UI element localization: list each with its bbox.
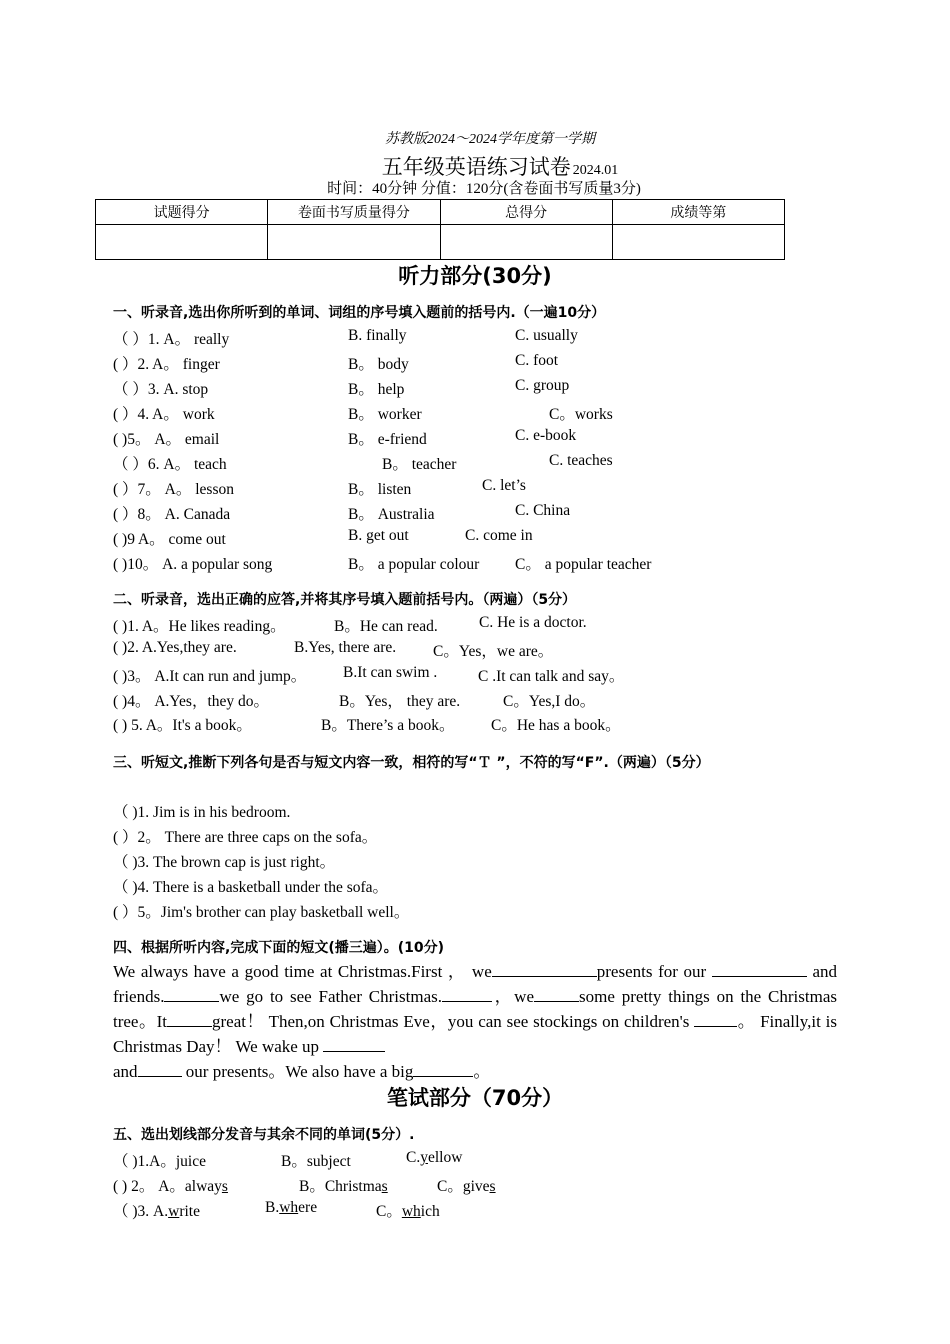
exam-title-text: 五年级英语练习试卷 [381, 155, 571, 179]
blank-line[interactable] [323, 1035, 385, 1052]
q1-item-b: B。 worker [348, 406, 422, 423]
blank-line[interactable] [164, 985, 219, 1002]
q1-item-c: C. China [515, 502, 571, 519]
q2-item-b: B。There’s a book。 [321, 717, 455, 734]
q2-item-b: B.It can swim . [343, 664, 438, 681]
q3-item: （ )4. There is a basketball under the sofa。 [113, 879, 389, 896]
blank-line[interactable] [534, 985, 579, 1002]
q1-item-b: B。 listen [348, 481, 412, 498]
q1-item-c: C。works [549, 406, 613, 423]
q5-item-b: B.where [265, 1199, 318, 1216]
question-4-title: 四、根据所听内容,完成下面的短文(播三遍）。(10分) [113, 940, 444, 956]
q5-item-c: C。gives [437, 1178, 496, 1195]
listening-section-title: 听力部分(30分) [398, 264, 552, 288]
passage-text: ，we [492, 987, 535, 1006]
score-header-cell: 卷面书写质量得分 [268, 200, 440, 225]
q1-item-a: ( )9 A。 come out [113, 531, 226, 548]
score-input-cell[interactable] [612, 225, 784, 260]
question-3-title: 三、听短文,推断下列各句是否与短文内容一致，相符的写“Ｔ ”，不符的写“F”.（两遍）（5分） [113, 755, 710, 771]
q1-item-b: B。 teacher [382, 456, 457, 473]
score-input-cell[interactable] [268, 225, 440, 260]
passage-text: our presents。We also have a big [185, 1062, 414, 1081]
passage-text: We always have a good time at Christmas.First ， we [113, 962, 492, 981]
q1-item-a: ( ）2. A。 finger [113, 356, 220, 373]
q1-item-c: C. teaches [549, 452, 613, 469]
passage-text: great！ Then,on Christmas Eve，you can see stockings on children's [211, 1012, 690, 1031]
q1-item-c: C. foot [515, 352, 559, 369]
blank-line[interactable] [712, 960, 807, 977]
q1-item-b: B. get out [348, 527, 409, 544]
passage-text: we go to see Father Christmas. [219, 987, 443, 1006]
q3-item: （ )3. The brown cap is just right。 [113, 854, 336, 871]
exam-info: 时间：40分钟 分值：120分(含卷面书写质量3分) [327, 181, 641, 197]
blank-line[interactable] [694, 1010, 737, 1027]
passage-text: and friends. [113, 962, 837, 1006]
q1-item-a: ( ）4. A。 work [113, 406, 215, 423]
q5-item-b: B。Christmas [299, 1178, 388, 1195]
q1-item-c: C. group [515, 377, 570, 394]
q1-item-c: C. usually [515, 327, 578, 344]
q1-item-a: ( )10。 A. a popular song [113, 556, 273, 573]
q1-item-b: B。 Australia [348, 506, 435, 523]
q5-item-c: C。which [376, 1203, 440, 1220]
score-header-cell: 成绩等第 [612, 200, 784, 225]
blank-line[interactable] [492, 960, 597, 977]
q2-item-c: C。Yes，we are。 [433, 643, 554, 660]
blank-line[interactable] [167, 1010, 212, 1027]
q1-item-a: （ ）6. A。 teach [113, 456, 227, 473]
q1-item-c: C。 a popular teacher [515, 556, 652, 573]
q2-item-a: ( )1. A。He likes reading。 [113, 618, 286, 635]
q5-item-c: C.yellow [406, 1149, 463, 1166]
q2-item-a: ( )4。 A.Yes，they do。 [113, 693, 270, 710]
q3-item: （ )1. Jim is in his bedroom. [113, 804, 291, 821]
blank-line[interactable] [413, 1060, 473, 1077]
score-table [95, 199, 785, 260]
passage-text: and [113, 1062, 138, 1081]
q2-item-a: ( )2. A.Yes,they are. [113, 639, 237, 656]
q5-item-a: ( ) 2。 A。always [113, 1178, 228, 1195]
blank-line[interactable] [138, 1060, 182, 1077]
score-input-cell[interactable] [440, 225, 612, 260]
score-input-cell[interactable] [96, 225, 268, 260]
q2-item-c: C。Yes,I do。 [503, 693, 596, 710]
q4-cloze-passage [113, 959, 837, 1084]
writing-section-title: 笔试部分（70分） [386, 1086, 564, 1110]
passage-text: 。 [473, 1062, 491, 1081]
q1-item-c: C. come in [465, 527, 533, 544]
q2-item-b: B.Yes, there are. [294, 639, 397, 656]
q1-item-a: ( ）7。 A。 lesson [113, 481, 234, 498]
q1-item-b: B。 a popular colour [348, 556, 480, 573]
q5-item-b: B。subject [281, 1153, 351, 1170]
q1-item-c: C. let’s [482, 477, 526, 494]
question-5-title: 五、选出划线部分发音与其余不同的单词(5分）. [113, 1127, 415, 1143]
q2-item-c: C .It can talk and say。 [478, 668, 625, 685]
q5-item-a: （ )1.A。juice [113, 1153, 206, 1170]
q5-item-a: （ )3. A.write [113, 1203, 200, 1220]
q1-item-b: B。 body [348, 356, 409, 373]
q1-item-b: B。 help [348, 381, 405, 398]
q1-item-a: （ ）3. A. stop [113, 381, 209, 398]
q2-item-c: C. He is a doctor. [479, 614, 587, 631]
question-2-title: 二、听录音，选出正确的应答,并将其序号填入题前括号内。（两遍）（5分） [113, 592, 577, 608]
q2-item-b: B。He can read. [334, 618, 438, 635]
exam-date: 2024.01 [572, 163, 619, 178]
q3-item: ( ）5。Jim's brother can play basketball well。 [113, 904, 410, 921]
q1-item-b: B. finally [348, 327, 407, 344]
q1-item-a: （ ）1. A。 really [113, 331, 230, 348]
passage-text: some pretty things on the Christmas tree。It [113, 987, 837, 1031]
q1-item-b: B。 e-friend [348, 431, 427, 448]
q2-item-a: ( )3。 A.It can run and jump。 [113, 668, 307, 685]
q1-item-a: ( )5。 A。 email [113, 431, 220, 448]
passage-text: presents for our [596, 962, 707, 981]
q3-item: ( ）2。 There are three caps on the sofa。 [113, 829, 378, 846]
q2-item-c: C。He has a book。 [491, 717, 621, 734]
q1-item-c: C. e-book [515, 427, 577, 444]
score-header-cell: 试题得分 [96, 200, 268, 225]
exam-edition-line: 苏教版2024～2024学年度第一学期 [385, 132, 595, 147]
passage-text: 。 Finally,it is Christmas Day！ We wake up [113, 1012, 838, 1056]
q2-item-a: ( ) 5. A。It's a book。 [113, 717, 252, 734]
blank-line[interactable] [442, 985, 492, 1002]
score-header-cell: 总得分 [440, 200, 612, 225]
q2-item-b: B。Yes， they are. [339, 693, 461, 710]
q1-item-a: ( ）8。 A. Canada [113, 506, 231, 523]
question-1-title: 一、听录音,选出你所听到的单词、词组的序号填入题前的括号内.（一遍10分） [113, 305, 606, 321]
